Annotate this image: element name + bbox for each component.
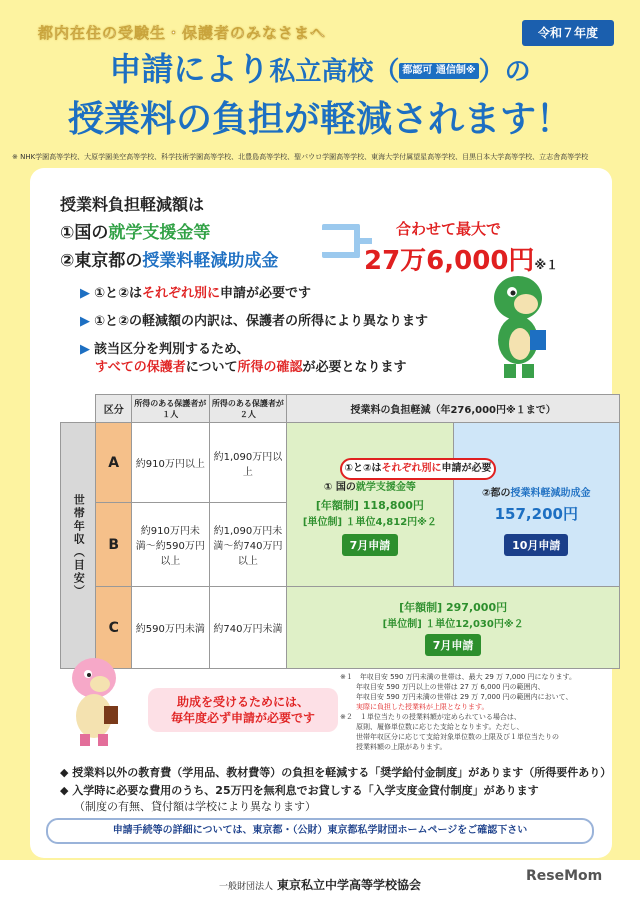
- year-badge: 令和７年度: [522, 20, 614, 46]
- c-unit: [単位制] １単位12,030円※２: [382, 619, 524, 630]
- resemom-watermark: ReseMom: [526, 868, 603, 884]
- school-list: ※ NHK学園高等学校、大原学園美空高等学校、科学技術学園高等学校、北豊島高等学校、聖パウロ学園高等学校、東海大学付属望星高等学校、目黒日本大学高等学校、立志舎高等学校: [12, 153, 589, 161]
- b3b-mid: について: [185, 360, 238, 375]
- green-title-key: 就学支援金等: [355, 482, 416, 493]
- blue-apply-badge: 10月申請: [504, 534, 568, 556]
- blue-title-pre: ②都の: [482, 488, 511, 499]
- bullet-1: [80, 282, 311, 301]
- row-a-category: A: [96, 423, 131, 503]
- row-c-one: 約590万円未満: [131, 587, 209, 669]
- mascot-bird-illustration: [60, 652, 130, 748]
- green-unit: [単位制] １単位4,812円※２: [302, 517, 437, 528]
- header-two-guardians: 所得のある保護者が２人: [209, 395, 287, 423]
- must-post: 申請が必要: [441, 463, 492, 474]
- info-scholarship: ◆ 授業料以外の教育費（学用品、教材費等）の負担を軽減する「奨学給付金制度」があります（所得要件あり）: [60, 766, 612, 779]
- separate-application-callout: [340, 458, 496, 480]
- info-loan: ◆ 入学時に必要な費用のうち、25万円を無利息でお貸しする「入学支度金貸付制度」があります: [60, 784, 539, 797]
- note-6: 原則、履修単位数に応じた支給となります。ただし、: [356, 723, 524, 731]
- headline-line1: [0, 48, 640, 93]
- footnotes: [340, 672, 610, 752]
- national-support-cell: [287, 423, 453, 587]
- footer-org: 東京私立中学高等学校協会: [277, 878, 422, 892]
- note-1: ※１ 年収目安 590 万円未満の世帯は、最大 29 万 7,000 円になります。: [340, 673, 576, 681]
- note-7: 世帯年収区分に応じて支給対象単位数の上限及び１単位当たりの: [356, 733, 559, 741]
- note-4: 実際に負担した授業料が上限となります。: [356, 703, 489, 711]
- green-title-pre: ① 国の: [323, 482, 356, 493]
- item1-key: 就学支援金等: [108, 223, 211, 243]
- b3b-post: が必要となります: [302, 360, 407, 375]
- header-one-guardian: 所得のある保護者が１人: [131, 395, 209, 423]
- must-red: それぞれ別に: [381, 463, 442, 474]
- note-8: 授業料額の上限があります。: [356, 743, 447, 751]
- blue-title-key: 授業料軽減助成金: [510, 488, 591, 499]
- footer-small: 一般財団法人: [218, 882, 273, 892]
- item2-pre: ②東京都の: [60, 251, 143, 271]
- apply-line1: 助成を受けるためには、: [176, 695, 309, 709]
- green-apply-badge: 7月申請: [342, 534, 399, 556]
- c-apply-badge: 7月申請: [425, 634, 482, 656]
- blue-amount: 157,200円: [494, 505, 578, 523]
- row-b-category: B: [96, 503, 131, 587]
- note-2: 年収目安 590 万円以上の世帯は 27 万 6,000 円の範囲内、: [356, 683, 545, 691]
- row-a-two: 約1,090万円以上: [209, 423, 287, 503]
- combine-note: ※１: [534, 258, 559, 272]
- combine-value: 27万6,000円: [364, 246, 535, 276]
- headline-c: ）の: [478, 57, 531, 87]
- tokyo-subsidy-cell: [453, 423, 619, 587]
- headline-a: 申請により: [109, 50, 270, 88]
- intro-text: 都内在住の受験生・保護者のみなさまへ: [38, 24, 327, 42]
- headline-note: 都認可 通信制※: [399, 63, 478, 79]
- summary-item-2: [60, 246, 278, 271]
- row-c-two: 約740万円未満: [209, 587, 287, 669]
- must-pre: ①と②は: [344, 463, 382, 474]
- item1-pre: ①国の: [60, 223, 109, 243]
- b3-text: 該当区分を判別するため、: [94, 342, 250, 357]
- mascot-dinosaur-illustration: [478, 268, 558, 384]
- summary-title: 授業料負担軽減額は: [60, 195, 205, 214]
- household-income-label: 世帯年収（目安）: [61, 423, 96, 669]
- b2-text: ①と②の軽減額の内訳は、保護者の所得により異なります: [94, 314, 429, 329]
- triangle-icon: ▶: [80, 314, 90, 329]
- row-b-one: 約910万円未満〜約590万円以上: [131, 503, 209, 587]
- bullet-3-cont: [95, 356, 407, 375]
- b1-red: それぞれ別に: [142, 286, 221, 301]
- header-reduction: 授業料の負担軽減（年276,000円※１まで）: [287, 395, 620, 423]
- row-b-two: 約1,090万円未満〜約740万円以上: [209, 503, 287, 587]
- b1-post: 申請が必要です: [220, 286, 312, 301]
- triangle-icon: ▶: [80, 286, 90, 301]
- reduction-table: [60, 394, 620, 669]
- bracket-shape: [322, 224, 360, 258]
- procedure-notice: 申請手続等の詳細については、東京都・（公財）東京都私学財団ホームページをご確認下さい: [46, 818, 594, 844]
- headline-b: 私立高校（: [269, 57, 400, 87]
- b1-pre: ①と②は: [94, 286, 143, 301]
- bullet-2: [80, 310, 428, 329]
- b3b-red2: 所得の確認: [237, 360, 303, 375]
- note-5: ※２ １単位当たりの授業料額が定められている場合は、: [340, 713, 521, 721]
- bullet-3: [80, 338, 249, 357]
- headline-line2: 授業料の負担が軽減されます！: [67, 99, 572, 140]
- note-3: 年収目安 590 万円未満の世帯は 29 万 7,000 円の範囲内において、: [356, 693, 573, 701]
- blank-corner: [61, 395, 96, 423]
- b3b-red1: すべての保護者: [95, 360, 186, 375]
- row-c-support-cell: [287, 587, 620, 669]
- annual-application-reminder: [148, 688, 338, 732]
- green-annual: [年額制] 118,800円: [315, 499, 424, 512]
- header-category: 区分: [96, 395, 131, 423]
- triangle-icon: ▶: [80, 342, 90, 357]
- info-loan-note: （制度の有無、貸付額は学校により異なります）: [74, 800, 316, 813]
- item2-key: 授業料軽減助成金: [142, 251, 279, 271]
- combine-label: 合わせて最大で: [396, 220, 502, 238]
- apply-line2: 毎年度必ず申請が必要です: [170, 711, 315, 725]
- summary-item-1: [60, 218, 210, 243]
- c-annual: [年額制] 297,000円: [399, 601, 508, 614]
- row-a-one: 約910万円以上: [131, 423, 209, 503]
- row-c-category: C: [96, 587, 131, 669]
